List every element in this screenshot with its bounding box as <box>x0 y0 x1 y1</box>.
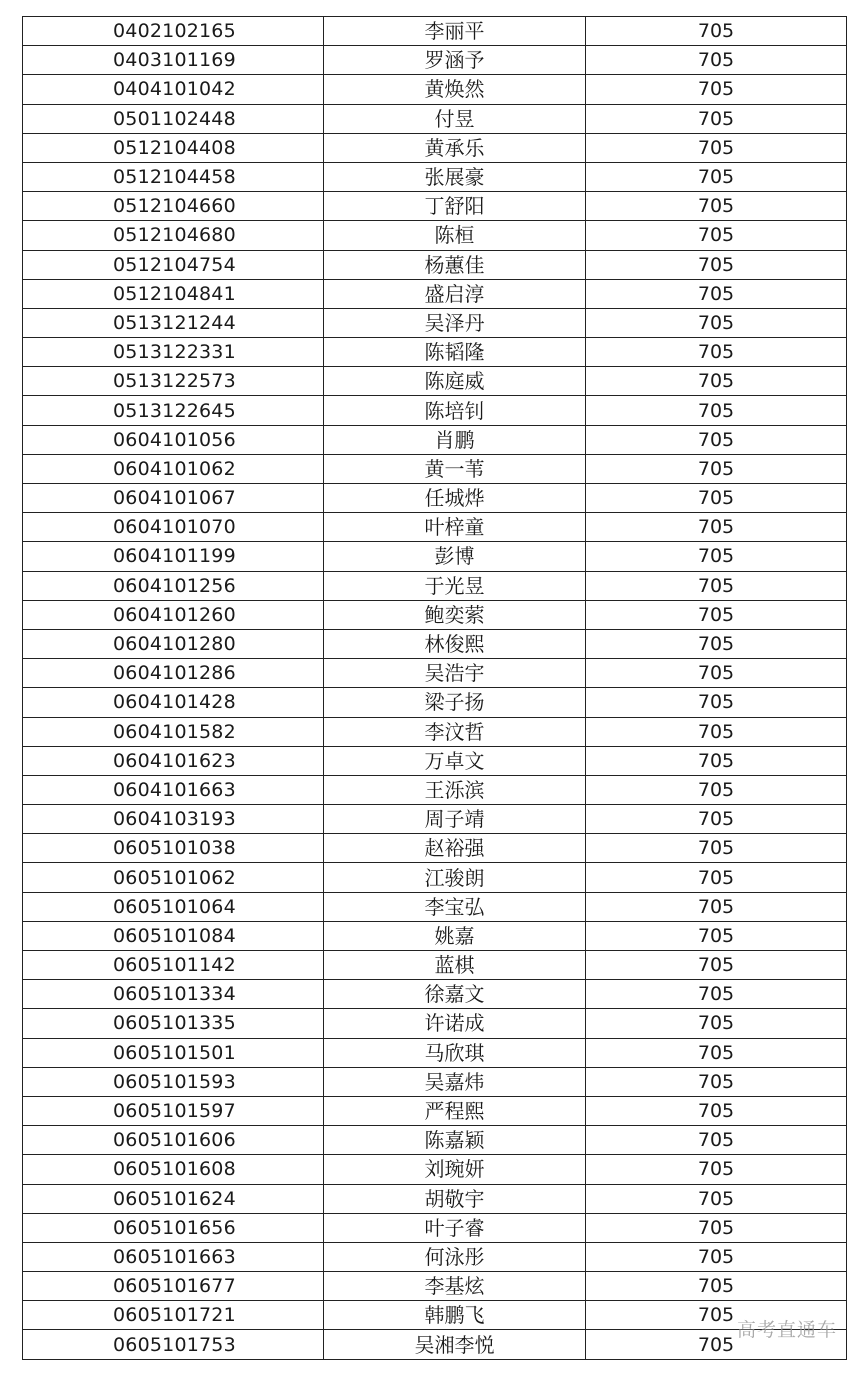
score-cell: 705 <box>586 1009 847 1038</box>
exam-number-cell: 0605101062 <box>23 863 324 892</box>
table-row <box>23 892 847 921</box>
table-row <box>23 717 847 746</box>
score-cell: 705 <box>586 1038 847 1067</box>
table-row <box>23 571 847 600</box>
student-name-cell: 杨蕙佳 <box>324 250 586 279</box>
table-row <box>23 863 847 892</box>
table-row <box>23 1155 847 1184</box>
score-cell: 705 <box>586 17 847 46</box>
exam-number-cell: 0605101753 <box>23 1330 324 1359</box>
exam-number-cell: 0605101501 <box>23 1038 324 1067</box>
table-row <box>23 1126 847 1155</box>
table-row <box>23 1213 847 1242</box>
student-name-cell: 陈韬隆 <box>324 338 586 367</box>
exam-number-cell: 0605101593 <box>23 1067 324 1096</box>
score-cell: 705 <box>586 951 847 980</box>
exam-number-cell: 0605101663 <box>23 1242 324 1271</box>
student-name-cell: 姚嘉 <box>324 921 586 950</box>
exam-number-cell: 0604101070 <box>23 513 324 542</box>
exam-number-cell: 0604101428 <box>23 688 324 717</box>
score-cell: 705 <box>586 980 847 1009</box>
score-table <box>22 16 847 1360</box>
student-name-cell: 吴嘉炜 <box>324 1067 586 1096</box>
table-row <box>23 221 847 250</box>
score-cell: 705 <box>586 629 847 658</box>
score-cell: 705 <box>586 75 847 104</box>
student-name-cell: 陈桓 <box>324 221 586 250</box>
table-row <box>23 484 847 513</box>
score-cell: 705 <box>586 805 847 834</box>
score-cell: 705 <box>586 1126 847 1155</box>
exam-number-cell: 0604101286 <box>23 659 324 688</box>
table-row <box>23 1242 847 1271</box>
student-name-cell: 叶子睿 <box>324 1213 586 1242</box>
score-cell: 705 <box>586 425 847 454</box>
score-cell: 705 <box>586 250 847 279</box>
table-row <box>23 834 847 863</box>
student-name-cell: 韩鹏飞 <box>324 1301 586 1330</box>
exam-number-cell: 0403101169 <box>23 46 324 75</box>
exam-number-cell: 0605101038 <box>23 834 324 863</box>
exam-number-cell: 0604101056 <box>23 425 324 454</box>
table-row <box>23 1301 847 1330</box>
table-row <box>23 1009 847 1038</box>
table-row <box>23 600 847 629</box>
exam-number-cell: 0604101260 <box>23 600 324 629</box>
student-name-cell: 吴湘李悦 <box>324 1330 586 1359</box>
score-cell: 705 <box>586 921 847 950</box>
student-name-cell: 盛启淳 <box>324 279 586 308</box>
score-cell: 705 <box>586 717 847 746</box>
table-row <box>23 425 847 454</box>
exam-number-cell: 0604101256 <box>23 571 324 600</box>
student-name-cell: 陈培钊 <box>324 396 586 425</box>
score-cell: 705 <box>586 542 847 571</box>
student-name-cell: 罗涵予 <box>324 46 586 75</box>
score-cell: 705 <box>586 338 847 367</box>
student-name-cell: 刘琬妍 <box>324 1155 586 1184</box>
exam-number-cell: 0604101582 <box>23 717 324 746</box>
table-row <box>23 1330 847 1359</box>
exam-number-cell: 0604101623 <box>23 746 324 775</box>
student-name-cell: 任城烨 <box>324 484 586 513</box>
score-cell: 705 <box>586 513 847 542</box>
score-cell: 705 <box>586 1272 847 1301</box>
student-name-cell: 黄一苇 <box>324 454 586 483</box>
student-name-cell: 林俊熙 <box>324 629 586 658</box>
table-row <box>23 75 847 104</box>
exam-number-cell: 0605101335 <box>23 1009 324 1038</box>
student-name-cell: 梁子扬 <box>324 688 586 717</box>
exam-number-cell: 0605101721 <box>23 1301 324 1330</box>
student-name-cell: 付昱 <box>324 104 586 133</box>
student-name-cell: 李汶哲 <box>324 717 586 746</box>
student-name-cell: 吴泽丹 <box>324 308 586 337</box>
score-cell: 705 <box>586 1155 847 1184</box>
student-name-cell: 黄焕然 <box>324 75 586 104</box>
student-name-cell: 胡敬宇 <box>324 1184 586 1213</box>
table-row <box>23 1096 847 1125</box>
student-name-cell: 江骏朗 <box>324 863 586 892</box>
table-row <box>23 1038 847 1067</box>
score-cell: 705 <box>586 1067 847 1096</box>
score-cell: 705 <box>586 367 847 396</box>
table-row <box>23 46 847 75</box>
exam-number-cell: 0604101062 <box>23 454 324 483</box>
table-row <box>23 104 847 133</box>
student-name-cell: 许诺成 <box>324 1009 586 1038</box>
exam-number-cell: 0402102165 <box>23 17 324 46</box>
table-row <box>23 659 847 688</box>
score-cell: 705 <box>586 454 847 483</box>
exam-number-cell: 0501102448 <box>23 104 324 133</box>
exam-number-cell: 0604101199 <box>23 542 324 571</box>
student-name-cell: 蓝棋 <box>324 951 586 980</box>
exam-number-cell: 0512104841 <box>23 279 324 308</box>
score-cell: 705 <box>586 484 847 513</box>
student-name-cell: 叶梓童 <box>324 513 586 542</box>
table-row <box>23 192 847 221</box>
table-row <box>23 1272 847 1301</box>
exam-number-cell: 0604101663 <box>23 775 324 804</box>
table-row <box>23 367 847 396</box>
exam-number-cell: 0404101042 <box>23 75 324 104</box>
table-row <box>23 921 847 950</box>
score-cell: 705 <box>586 1330 847 1359</box>
table-row <box>23 775 847 804</box>
student-name-cell: 黄承乐 <box>324 133 586 162</box>
table-row <box>23 250 847 279</box>
score-cell: 705 <box>586 396 847 425</box>
score-cell: 705 <box>586 1184 847 1213</box>
student-name-cell: 何泳彤 <box>324 1242 586 1271</box>
exam-number-cell: 0513121244 <box>23 308 324 337</box>
student-name-cell: 王泺滨 <box>324 775 586 804</box>
score-cell: 705 <box>586 892 847 921</box>
score-cell: 705 <box>586 834 847 863</box>
student-name-cell: 李丽平 <box>324 17 586 46</box>
exam-number-cell: 0604101067 <box>23 484 324 513</box>
table-row <box>23 688 847 717</box>
table-row <box>23 338 847 367</box>
student-name-cell: 彭博 <box>324 542 586 571</box>
score-cell: 705 <box>586 162 847 191</box>
table-row <box>23 746 847 775</box>
exam-number-cell: 0605101064 <box>23 892 324 921</box>
student-name-cell: 徐嘉文 <box>324 980 586 1009</box>
student-name-cell: 周子靖 <box>324 805 586 834</box>
exam-number-cell: 0605101606 <box>23 1126 324 1155</box>
score-cell: 705 <box>586 46 847 75</box>
exam-number-cell: 0513122331 <box>23 338 324 367</box>
score-cell: 705 <box>586 1301 847 1330</box>
table-row <box>23 396 847 425</box>
exam-number-cell: 0605101608 <box>23 1155 324 1184</box>
student-name-cell: 马欣琪 <box>324 1038 586 1067</box>
exam-number-cell: 0604103193 <box>23 805 324 834</box>
student-name-cell: 李基炫 <box>324 1272 586 1301</box>
table-row <box>23 1067 847 1096</box>
table-row <box>23 133 847 162</box>
student-name-cell: 赵裕强 <box>324 834 586 863</box>
score-cell: 705 <box>586 279 847 308</box>
exam-number-cell: 0512104458 <box>23 162 324 191</box>
score-cell: 705 <box>586 308 847 337</box>
exam-number-cell: 0605101656 <box>23 1213 324 1242</box>
exam-number-cell: 0605101084 <box>23 921 324 950</box>
table-row <box>23 454 847 483</box>
score-cell: 705 <box>586 1096 847 1125</box>
table-row <box>23 1184 847 1213</box>
table-body <box>23 17 847 1360</box>
exam-number-cell: 0512104408 <box>23 133 324 162</box>
student-name-cell: 于光昱 <box>324 571 586 600</box>
student-name-cell: 李宝弘 <box>324 892 586 921</box>
exam-number-cell: 0605101334 <box>23 980 324 1009</box>
score-cell: 705 <box>586 104 847 133</box>
score-cell: 705 <box>586 688 847 717</box>
exam-number-cell: 0513122573 <box>23 367 324 396</box>
student-name-cell: 严程熙 <box>324 1096 586 1125</box>
table-row <box>23 629 847 658</box>
table-row <box>23 542 847 571</box>
table-row <box>23 308 847 337</box>
exam-number-cell: 0605101597 <box>23 1096 324 1125</box>
student-name-cell: 万卓文 <box>324 746 586 775</box>
table-row <box>23 17 847 46</box>
student-name-cell: 陈庭威 <box>324 367 586 396</box>
score-cell: 705 <box>586 133 847 162</box>
exam-number-cell: 0512104660 <box>23 192 324 221</box>
table-row <box>23 162 847 191</box>
exam-number-cell: 0604101280 <box>23 629 324 658</box>
table-row <box>23 513 847 542</box>
student-name-cell: 张展豪 <box>324 162 586 191</box>
score-cell: 705 <box>586 221 847 250</box>
score-cell: 705 <box>586 659 847 688</box>
student-name-cell: 吴浩宇 <box>324 659 586 688</box>
score-cell: 705 <box>586 775 847 804</box>
student-name-cell: 鲍奕萦 <box>324 600 586 629</box>
exam-number-cell: 0605101624 <box>23 1184 324 1213</box>
exam-number-cell: 0605101142 <box>23 951 324 980</box>
score-cell: 705 <box>586 192 847 221</box>
score-cell: 705 <box>586 600 847 629</box>
student-name-cell: 陈嘉颖 <box>324 1126 586 1155</box>
score-cell: 705 <box>586 1213 847 1242</box>
table-row <box>23 980 847 1009</box>
score-cell: 705 <box>586 746 847 775</box>
score-cell: 705 <box>586 1242 847 1271</box>
table-row <box>23 279 847 308</box>
student-name-cell: 肖鹏 <box>324 425 586 454</box>
watermark-text: 高考直通车 <box>736 1319 837 1341</box>
exam-number-cell: 0513122645 <box>23 396 324 425</box>
student-name-cell: 丁舒阳 <box>324 192 586 221</box>
table-row <box>23 951 847 980</box>
exam-number-cell: 0605101677 <box>23 1272 324 1301</box>
score-cell: 705 <box>586 863 847 892</box>
exam-number-cell: 0512104680 <box>23 221 324 250</box>
table-row <box>23 805 847 834</box>
score-cell: 705 <box>586 571 847 600</box>
exam-number-cell: 0512104754 <box>23 250 324 279</box>
